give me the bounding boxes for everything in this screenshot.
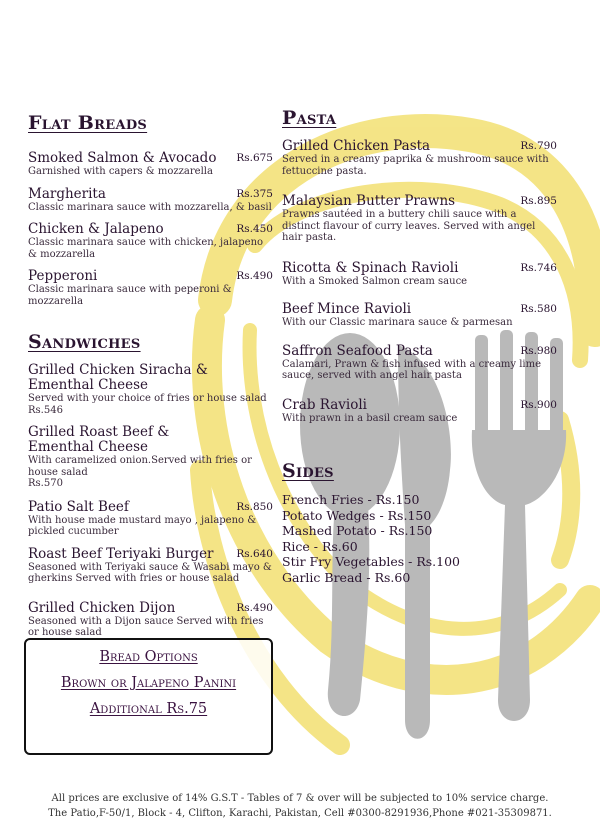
item-name: Margherita <box>28 185 106 202</box>
menu-item <box>282 261 557 288</box>
item-description: With caramelized onion.Served with fries or house salad <box>28 455 252 478</box>
menu-item <box>28 601 273 639</box>
sides-list <box>282 492 557 585</box>
sandwiches-title: Sandwiches <box>28 331 141 353</box>
item-name: Grilled Roast Beef & Ementhal Cheese <box>28 424 170 455</box>
item-description: With a Smoked Salmon cream sauce <box>282 275 468 287</box>
bread-options-box <box>24 638 273 755</box>
bread-options-heading: Bread Options <box>99 649 198 665</box>
menu-item <box>282 139 557 177</box>
item-description: Prawns sautéed in a buttery chili sauce with a distinct flavour of curry leaves. Served with angel hair pasta. <box>282 209 536 243</box>
item-price: Rs.490 <box>236 601 273 614</box>
left-column <box>28 112 273 639</box>
bread-options-choice: Brown or Jalapeno Panini <box>60 675 237 691</box>
item-price: Rs.640 <box>236 547 273 560</box>
item-price: Rs.490 <box>236 270 273 282</box>
pasta-title: Pasta <box>282 107 337 129</box>
bread-options-price: Additional Rs.75 <box>89 701 208 717</box>
menu-item <box>28 363 273 416</box>
item-price: Rs.580 <box>520 303 557 315</box>
list-item: Potato Wedges - Rs.150 <box>282 507 432 523</box>
right-column <box>282 107 557 585</box>
item-description: Classic marinara sauce with peperoni & mozzarella <box>28 284 232 307</box>
item-name: Pepperoni <box>28 268 98 284</box>
item-name: Chicken & Jalapeno <box>28 221 164 237</box>
list-item: Stir Fry Vegetables - Rs.100 <box>282 554 461 569</box>
menu-item <box>28 500 273 538</box>
item-name: Ricotta & Spinach Ravioli <box>282 259 459 276</box>
item-price: Rs.675 <box>236 152 273 164</box>
menu-item <box>28 269 273 307</box>
menu-item <box>28 222 273 260</box>
item-name: Patio Salt Beef <box>28 498 129 515</box>
item-price: Rs.850 <box>236 500 273 513</box>
item-name: Roast Beef Teriyaki Burger <box>28 545 214 562</box>
item-description: Seasoned with a Dijon sauce Served with fries or house salad <box>28 615 264 638</box>
list-item: Rice - Rs.60 <box>282 538 358 554</box>
menu-item <box>28 187 273 214</box>
sides-title: Sides <box>282 460 334 482</box>
item-name: Crab Ravioli <box>282 396 367 413</box>
item-name: Smoked Salmon & Avocado <box>28 150 217 166</box>
item-description: Served in a creamy paprika & mushroom sauce with fettuccine pasta. <box>282 154 549 177</box>
list-item: French Fries - Rs.150 <box>282 492 420 507</box>
item-name: Saffron Seafood Pasta <box>282 342 433 359</box>
item-description: Seasoned with Teriyaki sauce & Wasabi mayo & gherkins Served with fries or house salad <box>28 561 272 584</box>
item-description: Served with your choice of fries or house salad <box>28 393 267 404</box>
item-name: Grilled Chicken Siracha & Ementhal Cheese <box>28 362 208 393</box>
item-description: With our Classic marinara sauce & parmesan <box>282 317 513 328</box>
item-price: Rs.900 <box>520 398 557 411</box>
item-name: Grilled Chicken Dijon <box>28 599 176 616</box>
footer-address: The Patio,F-50/1, Block - 4, Clifton, Karachi, Pakistan, Cell #0300-8291936,Phone #021-35309871. <box>48 808 552 819</box>
item-price: Rs.895 <box>520 195 557 207</box>
item-price: Rs.450 <box>236 223 273 235</box>
item-price: Rs.546 <box>28 404 63 416</box>
item-name: Grilled Chicken Pasta <box>282 138 431 154</box>
item-description: With house made mustard mayo , jalapeno & pickled cucumber <box>28 514 257 537</box>
menu-item <box>28 425 273 490</box>
flatbreads-title: Flat Breads <box>28 112 148 134</box>
menu-item <box>282 302 557 329</box>
item-description: Garnished with capers & mozzarella <box>28 166 213 177</box>
item-name: Malaysian Butter Prawns <box>282 193 456 209</box>
item-price: Rs.746 <box>520 261 557 274</box>
item-price: Rs.790 <box>520 140 557 152</box>
menu-item <box>282 398 557 425</box>
item-description: Classic marinara sauce with mozzarella, & basil <box>28 201 272 213</box>
item-price: Rs.375 <box>236 187 273 200</box>
item-description: Calamari, Prawn & fish infused with a creamy lime sauce, served with angel hair pasta <box>282 358 542 381</box>
menu-item <box>28 547 273 585</box>
footer-note: All prices are exclusive of 14% G.S.T - Tables of 7 & over will be subjected to 10% service charge. <box>51 793 549 804</box>
list-item: Mashed Potato - Rs.150 <box>282 523 433 538</box>
item-name: Beef Mince Ravioli <box>282 301 412 317</box>
item-price: Rs.980 <box>520 344 557 357</box>
list-item: Garlic Bread - Rs.60 <box>282 569 411 585</box>
item-price: Rs.570 <box>28 478 63 489</box>
item-description: With prawn in a basil cream sauce <box>282 412 458 424</box>
menu-item <box>282 344 557 382</box>
item-description: Classic marinara sauce with chicken, jalapeno & mozzarella <box>28 237 264 260</box>
menu-item <box>28 151 273 178</box>
menu-item <box>282 194 557 244</box>
